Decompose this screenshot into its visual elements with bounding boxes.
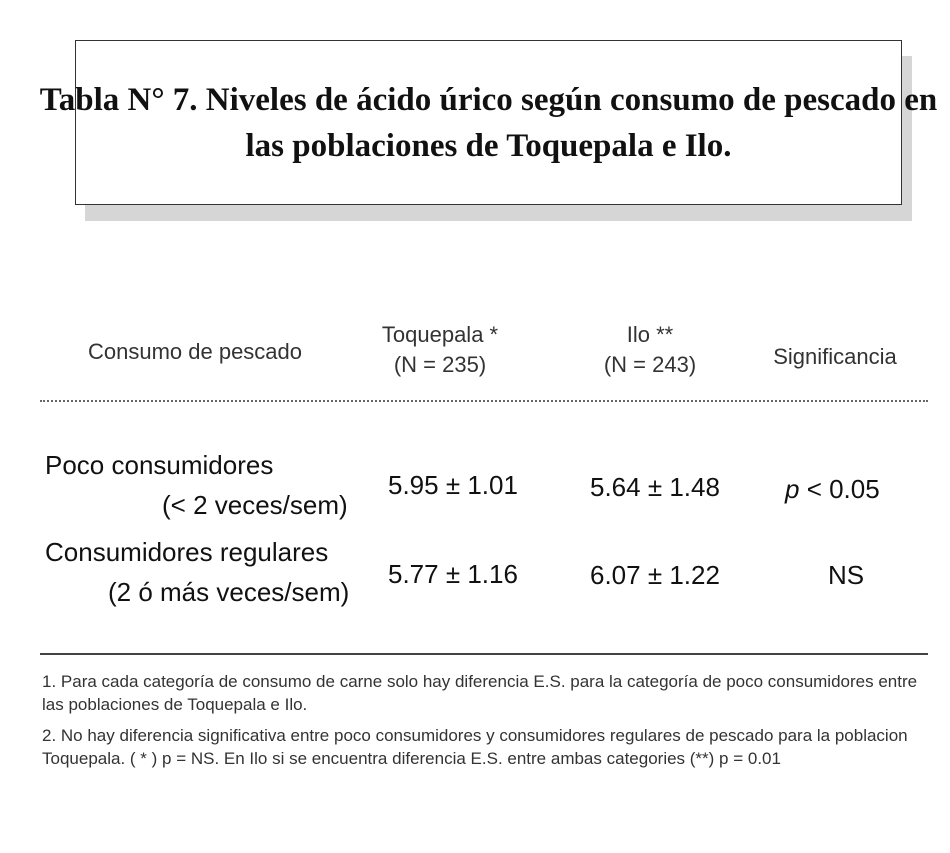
table-title-line-2: las poblaciones de Toquepala e Ilo.	[245, 127, 732, 164]
row-1-category-line-1: Poco consumidores	[45, 450, 274, 480]
header-toquepala-n: (N = 235)	[393, 352, 487, 377]
table-title-box	[39, 40, 938, 205]
table-bottom-rule	[40, 653, 928, 655]
row-2-significance	[828, 558, 864, 592]
row-1-p-symbol: p	[785, 474, 800, 504]
footnote-2: 2. No hay diferencia significativa entre poco consumidores y consumidores regulares de pescado para la poblacion Toquepala. ( * ) p = NS. En Ilo si se encuentra diferencia E.S. entre ambas categories (**) p = 0.01	[42, 726, 908, 768]
table-title-line-1: Tabla N° 7. Niveles de ácido úrico según consumo de pescado en	[39, 81, 938, 118]
row-2-p-value: NS	[828, 560, 865, 590]
footnotes	[42, 670, 932, 778]
header-toquepala	[360, 320, 520, 380]
header-divider	[40, 400, 928, 402]
row-1-significance	[785, 472, 880, 506]
row-1-toquepala-value: 5.95 ± 1.01	[388, 470, 518, 500]
row-2-category-line-2: (2 ó más veces/sem)	[108, 577, 350, 607]
row-1-p-value: < 0.05	[799, 474, 880, 504]
row-2-category-line-1: Consumidores regulares	[45, 537, 329, 567]
header-consumo: Consumo de pescado	[87, 339, 303, 364]
row-1-category-line-2: (< 2 veces/sem)	[162, 490, 348, 520]
row-2-toquepala-value: 5.77 ± 1.16	[388, 559, 518, 589]
row-1-ilo-value: 5.64 ± 1.48	[590, 472, 720, 502]
header-toquepala-name: Toquepala *	[381, 322, 499, 347]
header-ilo-n: (N = 243)	[603, 352, 697, 377]
header-ilo	[570, 320, 730, 380]
row-2-ilo-value: 6.07 ± 1.22	[590, 560, 720, 590]
footnote-1: 1. Para cada categoría de consumo de carne solo hay diferencia E.S. para la categoría de poco consumidores entre las poblaciones de Toquepala e Ilo.	[42, 672, 918, 714]
header-ilo-name: Ilo **	[626, 322, 674, 347]
header-significancia: Significancia	[773, 344, 897, 369]
